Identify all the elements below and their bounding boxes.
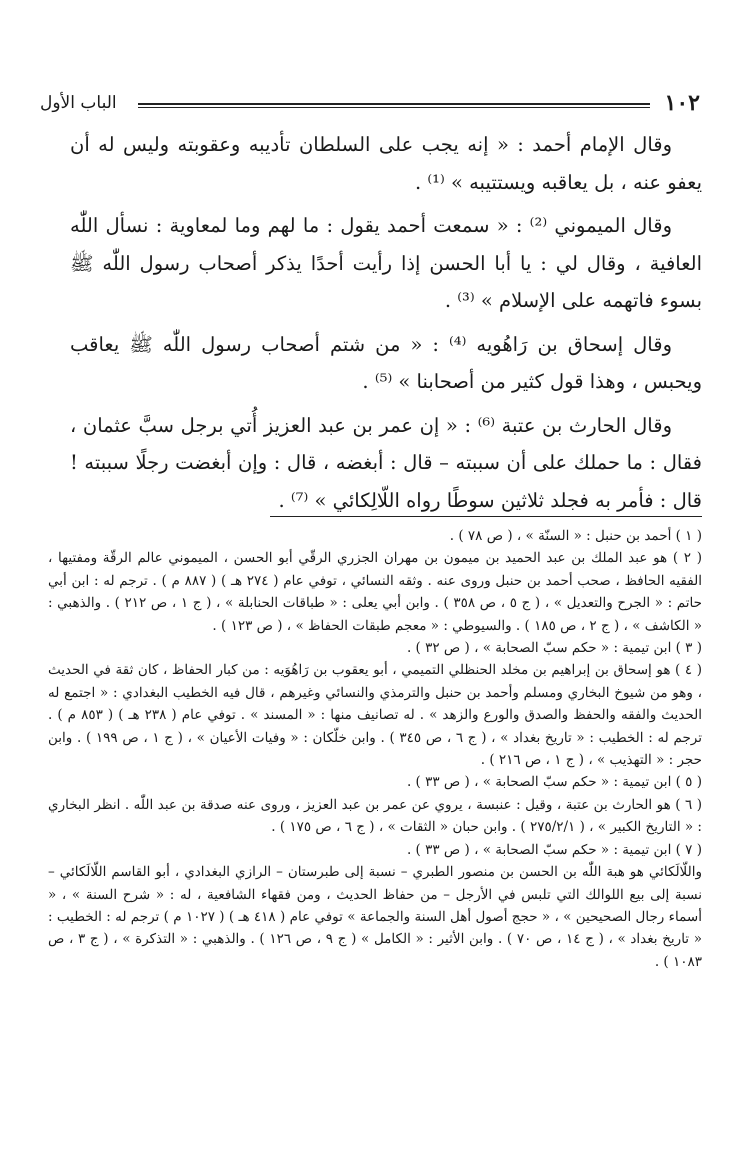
page-number: ١٠٢ [664, 90, 700, 116]
footnote-lalkai-note: واللّالَكائي هو هبة اللّٰه بن الحسن بن منصور الطبري – نسبة إلى طبرستان – الرازي البغدادي ، أبو القاسم اللّالَكائي – نسبة إلى بيع اللوالك التي تلبس في الأرجل – من حفاظ الحديث ، ومن فقهاء الشافعية ، له : « شرح السنة » ، « أسماء رجال الصحيحين » ، « حجج أصول أهل السنة والجماعة » توفي عام ( ٤١٨ هـ ) ( ١٠٢٧ م ) ترجم له : الخطيب : « تاريخ بغداد » ، ( ج ١٤ ، ص ٧٠ ) . وابن الأثير : « الكامل » ( ج ٩ ، ص ١٢٦ ) . والذهبي : « التذكرة » ، ( ج ٣ ، ص ١٠٨٣ ) . [48, 864, 702, 970]
paragraph-ahmad: وقال الإمام أحمد : « إنه يجب على السلطان تأديبه وعقوبته وليس له أن يعفو عنه ، بل يعاقبه ويستتيبه » ⁽¹⁾ . [70, 133, 702, 194]
paragraph-maymuni: وقال الميموني ⁽²⁾ : « سمعت أحمد يقول : ما لهم وما لمعاوية : نسأل اللّٰه العافية ، وقال لي : يا أبا الحسن إذا رأيت أحدًا يذكر أصحاب رسول اللّٰه ﷺ بسوء فاتهمه على الإسلام » ⁽³⁾ . [70, 214, 702, 312]
main-text [70, 126, 702, 525]
paragraph-ishaq: وقال إسحاق بن رَاهُويه ⁽⁴⁾ : « من شتم أصحاب رسول اللّٰه ﷺ يعاقب ويحبس ، وهذا قول كثير من أصحابنا » ⁽⁵⁾ . [70, 332, 702, 393]
footnote-separator [270, 516, 702, 517]
page-header [40, 88, 700, 118]
footnote-2: ( ٢ ) هو عبد الملك بن عبد الحميد بن ميمون بن مهران الجزري الرقّي أبو الحسن ، الميموني عالم الرقّة ومفتيها ، الفقيه الحافظ ، صحب أحمد بن حنبل وروى عنه . وثقه النسائي ، توفي عام ( ٢٧٤ هـ ) ( ٨٨٧ م ) . ترجم له : ابن أبي حاتم : « الجرح والتعديل » ، ( ج ٥ ، ص ٣٥٨ ) . وابن أبي يعلى : « طباقات الحنابلة » ، ( ج ١ ، ص ٢١٢ ) . والذهبي : « الكاشف » ، ( ج ٢ ، ص ١٨٥ ) . والسيوطي : « معجم طبقات الحفاظ » ، ( ص ١٢٣ ) . [48, 550, 702, 634]
header-rule-thin [138, 107, 650, 108]
footnote-6: ( ٦ ) هو الحارث بن عتبة ، وقيل : عنبسة ، يروي عن عمر بن عبد العزيز ، وروى عنه صدقة بن عبد اللّٰه . انظر البخاري : « التاريخ الكبير » ، ( ٢٧٥/٢/١ ) . وابن حبان « الثقات » ، ( ج ٦ ، ص ١٧٥ ) . [48, 796, 702, 836]
chapter-title: الباب الأول [40, 93, 117, 113]
header-rule [138, 103, 650, 105]
footnote-4: ( ٤ ) هو إسحاق بن إبراهيم بن مخلد الحنظلي التميمي ، أبو يعقوب بن رَاهُوَيه : من كبار الحفاظ ، كان ثقة في الحديث ، وهو من شيوخ البخاري ومسلم وأحمد بن حنبل والترمذي والنسائي وغيرهم ، قال فيه الخطيب البغدادي : « اجتمع له الحديث والفقه والحفظ والصدق والورع والزهد » . له تصانيف منها : « المسند » . توفي عام ( ٢٣٨ هـ ) ( ٨٥٣ م ) . ترجم له : الخطيب : « تاريخ بغداد » ، ( ج ٦ ، ص ٣٤٥ ) . وابن خلّكان : « وفيات الأعيان » ، ( ج ١ ، ص ١٩٩ ) . وابن حجر : « التهذيب » ، ( ج ١ ، ص ٢١٦ ) . [48, 662, 703, 769]
footnotes [48, 525, 702, 973]
footnote-1: ( ١ ) أحمد بن حنبل : « السنّة » ، ( ص ٧٨ ) . [449, 528, 702, 544]
footnote-7: ( ٧ ) ابن تيمية : « حكم سبّ الصحابة » ، ( ص ٣٣ ) . [406, 841, 702, 858]
paragraph-harith: وقال الحارث بن عتبة ⁽⁶⁾ : « إن عمر بن عبد العزيز أُتي برجل سبَّ عثمان ، فقال : ما حملك على أن سببته – قال : أبغضه ، قال : وإن أبغضت رجلًا سببته ! قال : فأمر به فجلد ثلاثين سوطًا رواه اللّالِكائي » ⁽⁷⁾ . [70, 413, 702, 512]
footnote-5: ( ٥ ) ابن تيمية : « حكم سبّ الصحابة » ، ( ص ٣٣ ) . [406, 774, 702, 791]
footnote-3: ( ٣ ) ابن تيمية : « حكم سبّ الصحابة » ، ( ص ٣٢ ) . [406, 640, 702, 657]
